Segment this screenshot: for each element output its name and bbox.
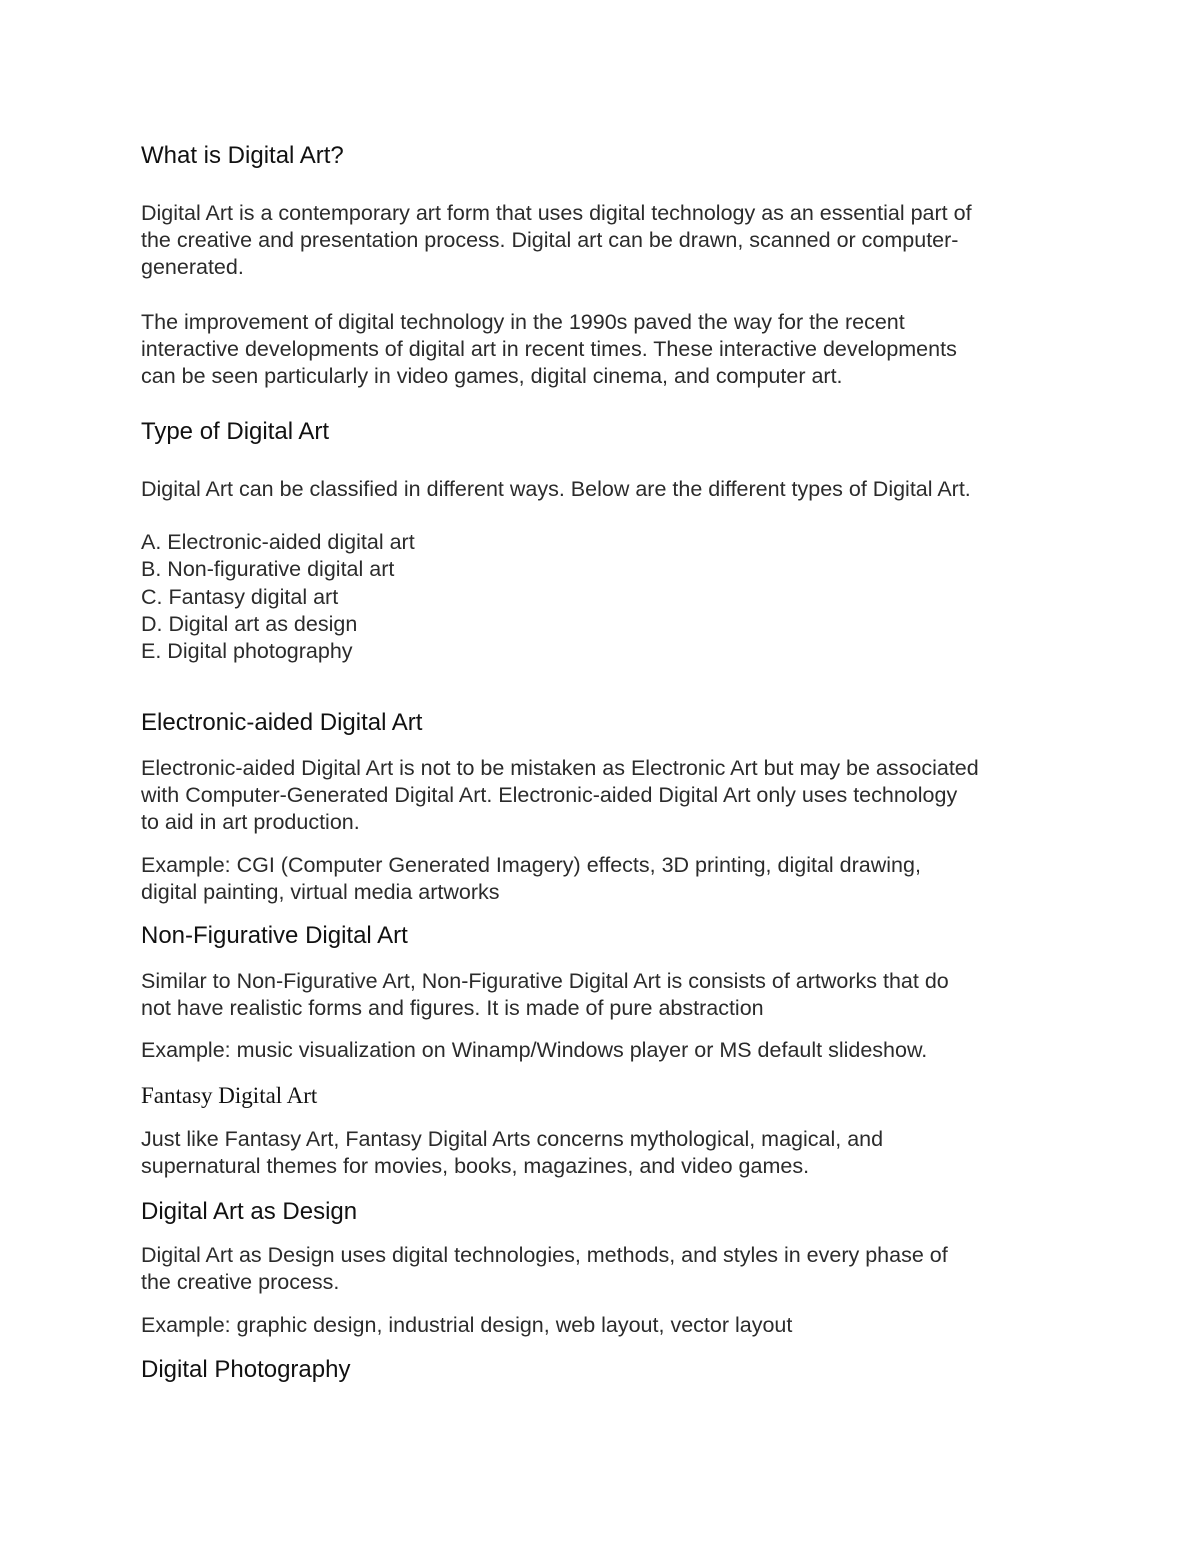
text-line: interactive developments of digital art in recent times. These interactive developments [141,337,957,361]
text-line: Digital Art is a contemporary art form that uses digital technology as an essential part of [141,201,972,225]
paragraph-electronic-aided [141,755,1066,836]
text-line: Similar to Non-Figurative Art, Non-Figurative Digital Art is consists of artworks that do [141,969,949,993]
heading-non-figurative: Non-Figurative Digital Art [141,922,408,949]
list-item: A. Electronic-aided digital art [141,530,415,554]
heading-what-is-digital-art: What is Digital Art? [141,142,344,169]
heading-types: Type of Digital Art [141,418,330,445]
text-line: supernatural themes for movies, books, magazines, and video games. [141,1154,810,1178]
text-line: the creative and presentation process. Digital art can be drawn, scanned or computer- [141,228,959,252]
paragraph-history [141,309,1066,390]
text-line: with Computer-Generated Digital Art. Electronic-aided Digital Art only uses technology [141,783,958,807]
paragraph-design-example [141,1312,1066,1339]
text-line: Just like Fantasy Art, Fantasy Digital Arts concerns mythological, magical, and [141,1127,884,1151]
text-line: not have realistic forms and figures. It is made of pure abstraction [141,996,764,1020]
text-line: generated. [141,255,244,279]
types-list [141,529,1066,665]
list-item: D. Digital art as design [141,611,358,636]
list-item: E. Digital photography [141,639,353,664]
heading-electronic-aided: Electronic-aided Digital Art [141,709,423,736]
text-line: Example: CGI (Computer Generated Imagery) effects, 3D printing, digital drawing, [141,853,921,877]
paragraph-fantasy [141,1126,1066,1180]
heading-design: Digital Art as Design [141,1198,358,1225]
text-line: Example: graphic design, industrial design, web layout, vector layout [141,1313,793,1337]
text-line: Electronic-aided Digital Art is not to be mistaken as Electronic Art but may be associated [141,756,979,780]
text-line: The improvement of digital technology in the 1990s paved the way for the recent [141,310,905,334]
paragraph-design [141,1242,1066,1296]
text-line: Example: music visualization on Winamp/Windows player or MS default slideshow. [141,1038,928,1062]
text-line: Digital Art can be classified in different ways. Below are the different types of Digital Art. [141,477,971,501]
text-line: digital painting, virtual media artworks [141,880,500,904]
text-line: Digital Art as Design uses digital technologies, methods, and styles in every phase of [141,1243,948,1267]
paragraph-non-figurative-example [141,1037,1066,1064]
heading-fantasy: Fantasy Digital Art [141,1083,318,1108]
text-line: can be seen particularly in video games, digital cinema, and computer art. [141,364,843,388]
text-line: the creative process. [141,1270,340,1294]
list-item: C. Fantasy digital art [141,584,339,609]
list-item: B. Non-figurative digital art [141,557,395,582]
text-line: to aid in art production. [141,810,360,834]
heading-photography: Digital Photography [141,1356,351,1383]
paragraph-definition [141,200,1066,281]
paragraph-non-figurative [141,968,1066,1022]
paragraph-types-intro [141,476,1066,503]
paragraph-electronic-example [141,852,1066,906]
